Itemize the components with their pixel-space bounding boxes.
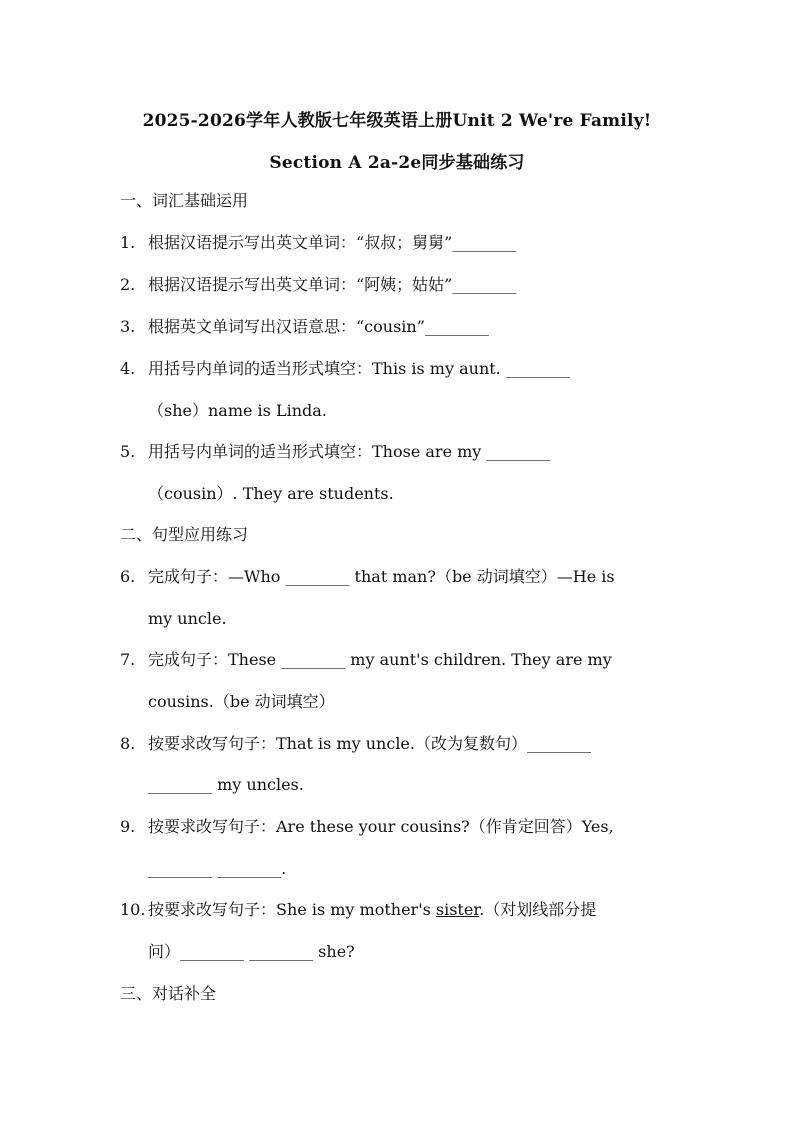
question-number: 10. bbox=[120, 900, 146, 919]
question-number: 9. bbox=[120, 817, 136, 836]
question-5-continuation: （cousin）. They are students. bbox=[148, 484, 394, 503]
question-number: 6. bbox=[120, 567, 136, 586]
question-number: 3. bbox=[120, 317, 136, 336]
title-line-1: 2025-2026学年人教版七年级英语上册Unit 2 We're Family! bbox=[142, 111, 652, 131]
question-text: 用括号内单词的适当形式填空：Those are my ________ bbox=[148, 442, 551, 461]
question-5 bbox=[120, 441, 550, 463]
section-heading-sentences: 二、句型应用练习 bbox=[120, 525, 249, 544]
question-text: 完成句子：These ________ my aunt's children. They are my bbox=[148, 650, 612, 669]
question-2 bbox=[120, 274, 516, 296]
section-heading-dialogue: 三、对话补全 bbox=[120, 984, 217, 1003]
question-text: 根据汉语提示写出英文单词：“叔叔；舅舅”________ bbox=[148, 233, 517, 252]
question-7-continuation: cousins.（be 动词填空） bbox=[148, 692, 335, 711]
question-6-continuation: my uncle. bbox=[148, 609, 227, 628]
question-number: 1. bbox=[120, 233, 136, 252]
question-text: 完成句子：—Who ________ that man?（be 动词填空）—He is bbox=[148, 567, 615, 586]
title-line-2: Section A 2a-2e同步基础练习 bbox=[269, 153, 525, 173]
question-10 bbox=[120, 899, 596, 921]
section-heading-vocabulary: 一、词汇基础运用 bbox=[120, 191, 249, 210]
question-10-continuation: 问）________ ________ she? bbox=[148, 942, 355, 961]
question-text: 根据汉语提示写出英文单词：“阿姨；姑姑”________ bbox=[148, 275, 517, 294]
question-9-continuation: ________ ________. bbox=[148, 859, 287, 878]
question-number: 4. bbox=[120, 359, 136, 378]
question-4-continuation: （she）name is Linda. bbox=[148, 401, 327, 420]
question-text: 用括号内单词的适当形式填空：This is my aunt. ________ bbox=[148, 359, 570, 378]
question-6 bbox=[120, 566, 615, 588]
question-8-continuation: ________ my uncles. bbox=[148, 775, 304, 794]
question-number: 2. bbox=[120, 275, 136, 294]
question-text: 按要求改写句子：That is my uncle.（改为复数句）________ bbox=[148, 734, 591, 753]
question-number: 8. bbox=[120, 734, 136, 753]
question-number: 5. bbox=[120, 442, 136, 461]
question-8 bbox=[120, 733, 591, 755]
question-1 bbox=[120, 232, 516, 254]
question-text: 按要求改写句子：Are these your cousins?（作肯定回答）Yes, bbox=[148, 817, 614, 836]
question-4 bbox=[120, 358, 570, 380]
question-9 bbox=[120, 816, 614, 838]
question-3 bbox=[120, 316, 489, 338]
question-text: 根据英文单词写出汉语意思：“cousin”________ bbox=[148, 317, 489, 336]
question-number: 7. bbox=[120, 650, 136, 669]
question-text-end: .（对划线部分提 bbox=[479, 900, 597, 919]
underlined-word: sister bbox=[435, 900, 480, 919]
question-text: 按要求改写句子：She is my mother's bbox=[148, 900, 436, 919]
question-7 bbox=[120, 649, 612, 671]
